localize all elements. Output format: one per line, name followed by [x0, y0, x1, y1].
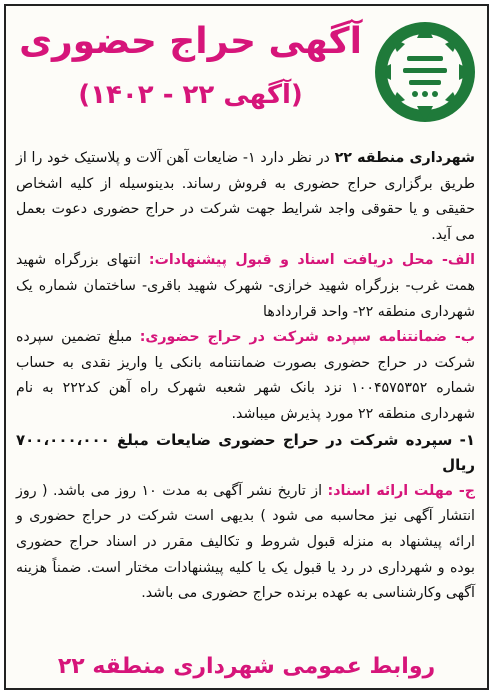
tehran-municipality-logo-icon — [371, 18, 479, 126]
intro-lead: شهرداری منطقه ۲۲ — [334, 150, 475, 166]
section-a-paragraph — [16, 248, 475, 325]
ad-title: آگهی حراج حضوری — [19, 21, 362, 62]
ad-number: (آگهی ۲۲ - ۱۴۰۲) — [78, 80, 303, 110]
advertisement — [4, 4, 489, 690]
deposit-line: ۱- سپرده شرکت در حراج حضوری ضایعات مبلغ ۷۰۰،۰۰۰،۰۰۰ ریال — [16, 430, 475, 475]
section-c-text: از تاریخ نشر آگهی به مدت ۱۰ روز می باشد. ( روز انتشار آگهی نیز محاسبه می شود ) بدیهی است شرکت در حراج حضوری و ارائه پیشنهاد به منزله قبول شروط و تکالیف مقرر در اسناد حراج حضوری بوده و شهرداری در رد یا قبول یک یا کلیه پیشنهادات مختار است. ضمناً هزینه آگهی وکارشناسی به عهده برنده حراج حضوری می باشد. — [16, 482, 475, 602]
section-b-paragraph — [16, 325, 475, 427]
section-c-heading: ج- مهلت ارائه اسناد: — [327, 482, 476, 499]
section-b-heading: ب- ضمانتنامه سپرده شرکت در حراج حضوری: — [139, 329, 475, 346]
ad-header — [6, 6, 487, 144]
intro-paragraph — [16, 146, 475, 248]
section-c-paragraph — [16, 479, 475, 607]
ad-footer: روابط عمومی شهرداری منطقه ۲۲ — [57, 654, 436, 679]
section-a-text: انتهای بزرگراه شهید همت غرب- بزرگراه شهید خرازی- شهرک شهید باقری- ساختمان شماره یک شهرداری منطقه ۲۲- واحد قراردادها — [16, 252, 475, 320]
intro-text: در نظر دارد ۱- ضایعات آهن آلات و پلاستیک خود را از طریق برگزاری حراج حضوری به فروش رساند. بدینوسیله از کلیه اشخاص حقیقی و یا حقوقی واجد شرایط جهت شرکت در حراج حضوری دعوت بعمل می آید. — [16, 150, 475, 243]
ad-body — [16, 146, 475, 607]
section-a-heading: الف- محل دریافت اسناد و قبول پیشنهادات: — [148, 252, 475, 269]
section-b-text: مبلغ تضمین سپرده شرکت در حراج حضوری بصورت ضمانتنامه بانکی یا واریز نقدی به حساب شماره ۱۰۰۴۵۷۵۳۵۲ نزد بانک شهر شعبه شهرک راه آهن کد۲۲۲ به نام شهرداری منطقه ۲۲ مورد پذیرش میباشد. — [16, 329, 475, 422]
